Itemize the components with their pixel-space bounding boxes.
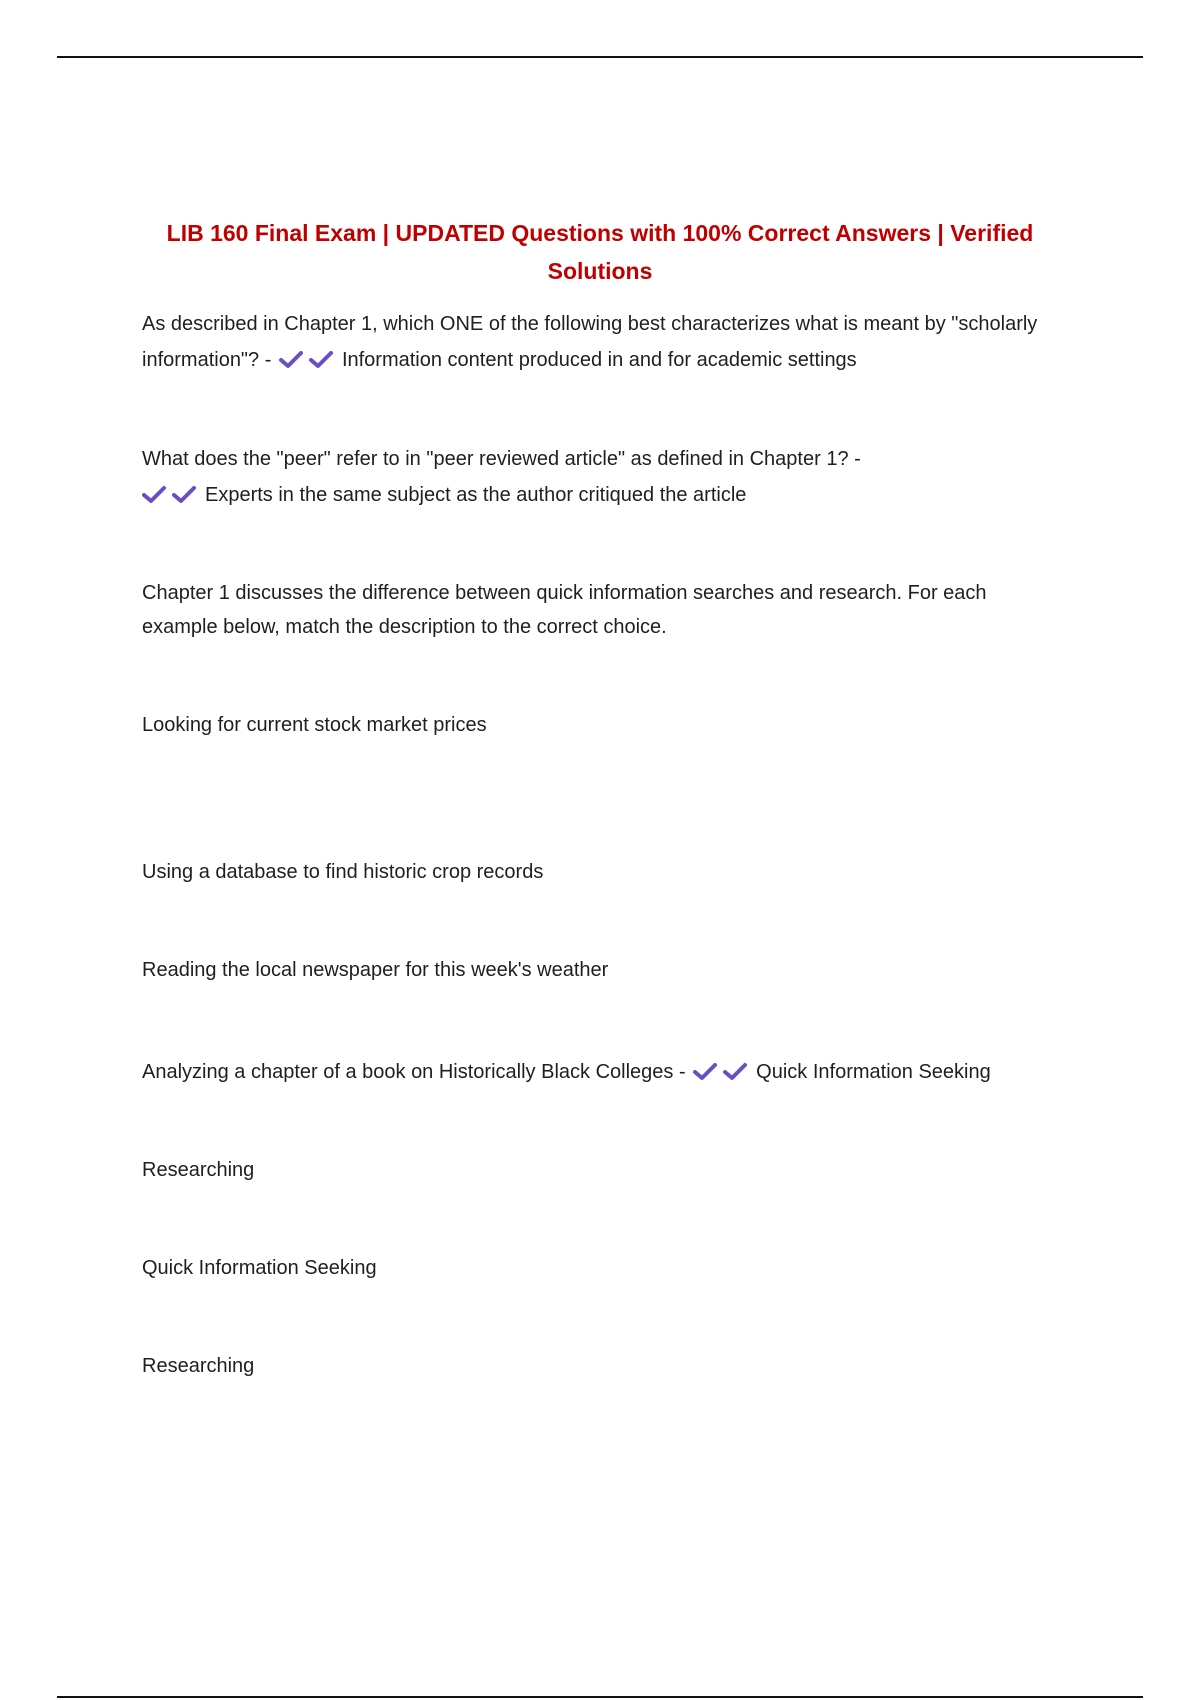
document-title: LIB 160 Final Exam | UPDATED Questions with 100% Correct Answers | Verified Solutions	[166, 220, 1034, 284]
bottom-rule	[57, 1696, 1143, 1698]
instruction-text: Chapter 1 discusses the difference between quick information searches and research. For each example below, match the description to the correct choice.	[142, 582, 987, 638]
check-icon	[172, 484, 196, 504]
answer-text: Quick Information Seeking	[756, 1061, 991, 1083]
double-check-icon	[693, 1057, 753, 1093]
list-item: Reading the local newspaper for this week's weather	[142, 959, 609, 981]
question-text: Analyzing a chapter of a book on Historically Black Colleges -	[142, 1061, 686, 1083]
list-item: Using a database to find historic crop records	[142, 861, 544, 883]
check-icon	[693, 1061, 717, 1081]
question-text: What does the "peer" refer to in "peer reviewed article" as defined in Chapter 1? -	[142, 448, 861, 470]
top-rule	[57, 56, 1143, 58]
list-item: Quick Information Seeking	[142, 1257, 377, 1279]
answer-text: Information content produced in and for academic settings	[341, 349, 857, 371]
check-icon	[309, 349, 333, 369]
list-item: Looking for current stock market prices	[142, 714, 487, 736]
double-check-icon	[142, 480, 202, 516]
question-block	[142, 441, 1067, 516]
list-item: Researching	[142, 1355, 255, 1377]
answer-text: Experts in the same subject as the author critiqued the article	[205, 484, 747, 506]
list-item: Researching	[142, 1159, 255, 1181]
check-icon	[723, 1061, 747, 1081]
check-icon	[279, 349, 303, 369]
check-icon	[142, 484, 166, 504]
question-block	[142, 306, 1067, 381]
question-text: As described in Chapter 1, which ONE of the following best characterizes what is meant by "scholarly information"? -	[142, 313, 1038, 371]
question-block	[142, 1054, 1067, 1093]
double-check-icon	[279, 345, 339, 381]
